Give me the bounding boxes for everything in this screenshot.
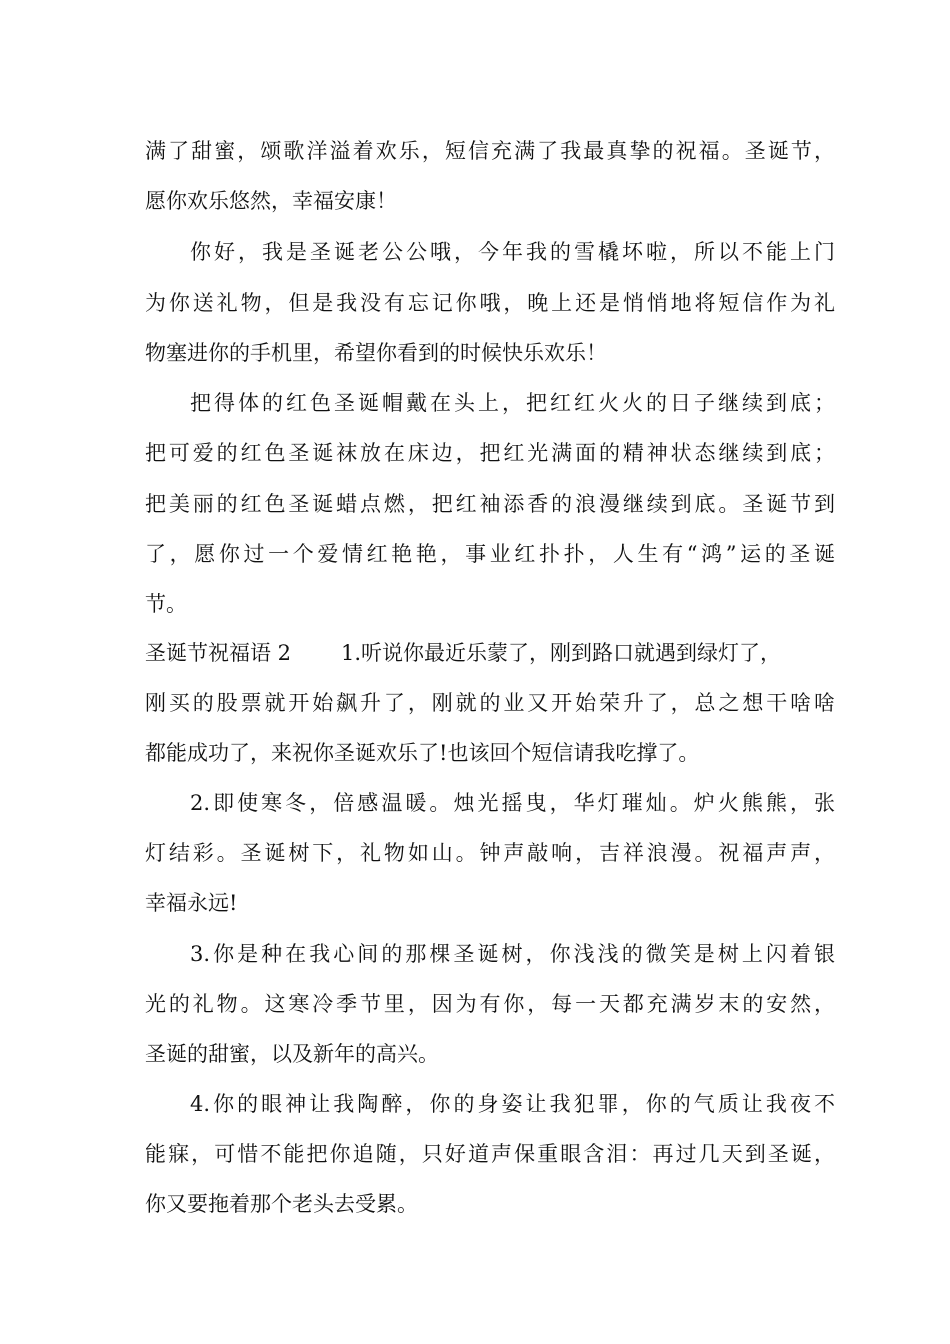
text-line: 光的礼物。这寒冷季节里，因为有你，每一天都充满岁末的安然， [145, 992, 835, 1016]
text-line: 都能成功了，来祝你圣诞欢乐了!也该回个短信请我吃撑了。 [145, 741, 700, 765]
text-line: 3.你是种在我心间的那棵圣诞树，你浅浅的微笑是树上闪着银 [190, 942, 835, 966]
text-line: 了，愿你过一个爱情红艳艳，事业红扑扑，人生有“鸿”运的圣诞 [145, 542, 835, 566]
text-line: 物塞进你的手机里，希望你看到的时候快乐欢乐！ [145, 341, 607, 365]
text-line: 灯结彩。圣诞树下，礼物如山。钟声敲响，吉祥浪漫。祝福声声， [145, 841, 835, 865]
text-line: 幸福永远! [145, 891, 238, 915]
text-line: 能寐，可惜不能把你追随，只好道声保重眼含泪：再过几天到圣诞， [145, 1142, 835, 1166]
text-line: 4.你的眼神让我陶醉，你的身姿让我犯罪，你的气质让我夜不 [190, 1092, 835, 1116]
text-line: 愿你欢乐悠然，幸福安康！ [145, 189, 397, 213]
text-line: 满了甜蜜，颂歌洋溢着欢乐，短信充满了我最真挚的祝福。圣诞节， [145, 139, 835, 163]
text-line: 2.即使寒冬，倍感温暖。烛光摇曳，华灯璀灿。炉火熊熊，张 [190, 791, 835, 815]
text-line: 节。 [145, 592, 187, 616]
text-line: 把美丽的红色圣诞蜡点燃，把红袖添香的浪漫继续到底。圣诞节到 [145, 492, 835, 516]
text-line: 刚买的股票就开始飙升了，刚就的业又开始荣升了，总之想干啥啥 [145, 691, 835, 715]
text-line: 你又要拖着那个老头去受累。 [145, 1192, 418, 1216]
text-line: 你好，我是圣诞老公公哦，今年我的雪橇坏啦，所以不能上门 [190, 240, 835, 264]
text-span: 1.听说你最近乐蒙了，刚到路口就遇到绿灯了， [341, 641, 782, 665]
text-line: 把可爱的红色圣诞袜放在床边，把红光满面的精神状态继续到底； [145, 441, 835, 465]
text-line: 圣诞的甜蜜，以及新年的高兴。 [145, 1042, 439, 1066]
section-heading: 圣诞节祝福语 2 [145, 641, 292, 665]
text-line: 把得体的红色圣诞帽戴在头上，把红红火火的日子继续到底； [190, 391, 835, 415]
section-line [145, 638, 835, 668]
text-line: 为你送礼物，但是我没有忘记你哦，晚上还是悄悄地将短信作为礼 [145, 291, 835, 315]
